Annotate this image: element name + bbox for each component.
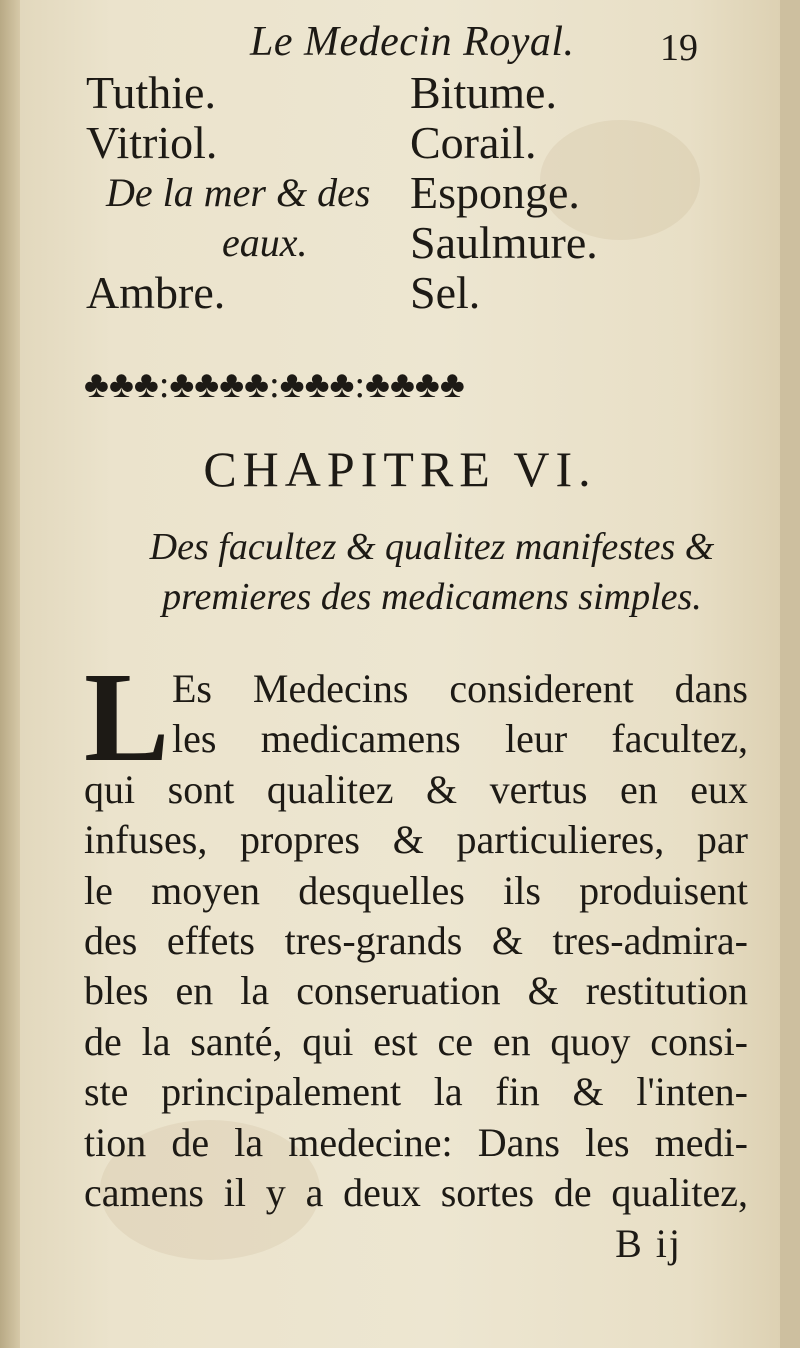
page-number: 19 <box>660 27 698 69</box>
book-spine-shadow <box>0 0 20 1348</box>
left-word: eaux. <box>222 220 308 265</box>
text-line: bles en la conseruation & restitution <box>84 968 748 1014</box>
right-word: Saulmure. <box>410 217 598 268</box>
book-page <box>20 0 780 1348</box>
right-word: Sel. <box>410 267 481 318</box>
right-word: Esponge. <box>410 167 580 218</box>
text-line: des effets tres-grands & tres-admira- <box>84 918 748 964</box>
text-line: de la santé, qui est ce en quoy consi- <box>84 1018 748 1064</box>
text-line: camens il y a deux sortes de qualitez, <box>84 1170 748 1216</box>
text-line: les medicamens leur facultez, <box>172 716 748 762</box>
right-word: Corail. <box>410 117 537 168</box>
left-word: Vitriol. <box>86 117 218 168</box>
text-line: le moyen desquelles ils produisent <box>84 867 748 913</box>
text-line: Es Medecins considerent dans <box>172 666 748 711</box>
body-paragraph <box>84 646 748 1218</box>
text-line: infuses, propres & particulieres, par <box>84 817 748 863</box>
chapter-title: CHAPITRE VI. <box>203 441 597 497</box>
chapter-subtitle <box>112 522 752 622</box>
decorative-ornament-band: ♣♣♣:♣♣♣♣:♣♣♣:♣♣♣♣ <box>84 364 465 406</box>
left-word-column <box>86 68 370 318</box>
right-word: Bitume. <box>410 67 557 118</box>
text-line: tion de la medecine: Dans les medi- <box>84 1119 748 1165</box>
right-word-column <box>410 68 598 318</box>
text-line: ste principalement la fin & l'inten- <box>84 1069 748 1115</box>
text-line: qui sont qualitez & vertus en eux <box>84 766 748 812</box>
running-head: Le Medecin Royal. <box>250 19 575 65</box>
left-word: Tuthie. <box>86 67 216 118</box>
drop-cap: L <box>84 646 170 788</box>
subtitle-line: Des facultez & qualitez manifestes & <box>149 526 715 568</box>
subtitle-line: premieres des medicamens simples. <box>162 576 702 618</box>
catchword: B ij <box>615 1221 682 1266</box>
left-word: Ambre. <box>86 267 226 318</box>
left-word: De la mer & des <box>106 170 371 215</box>
